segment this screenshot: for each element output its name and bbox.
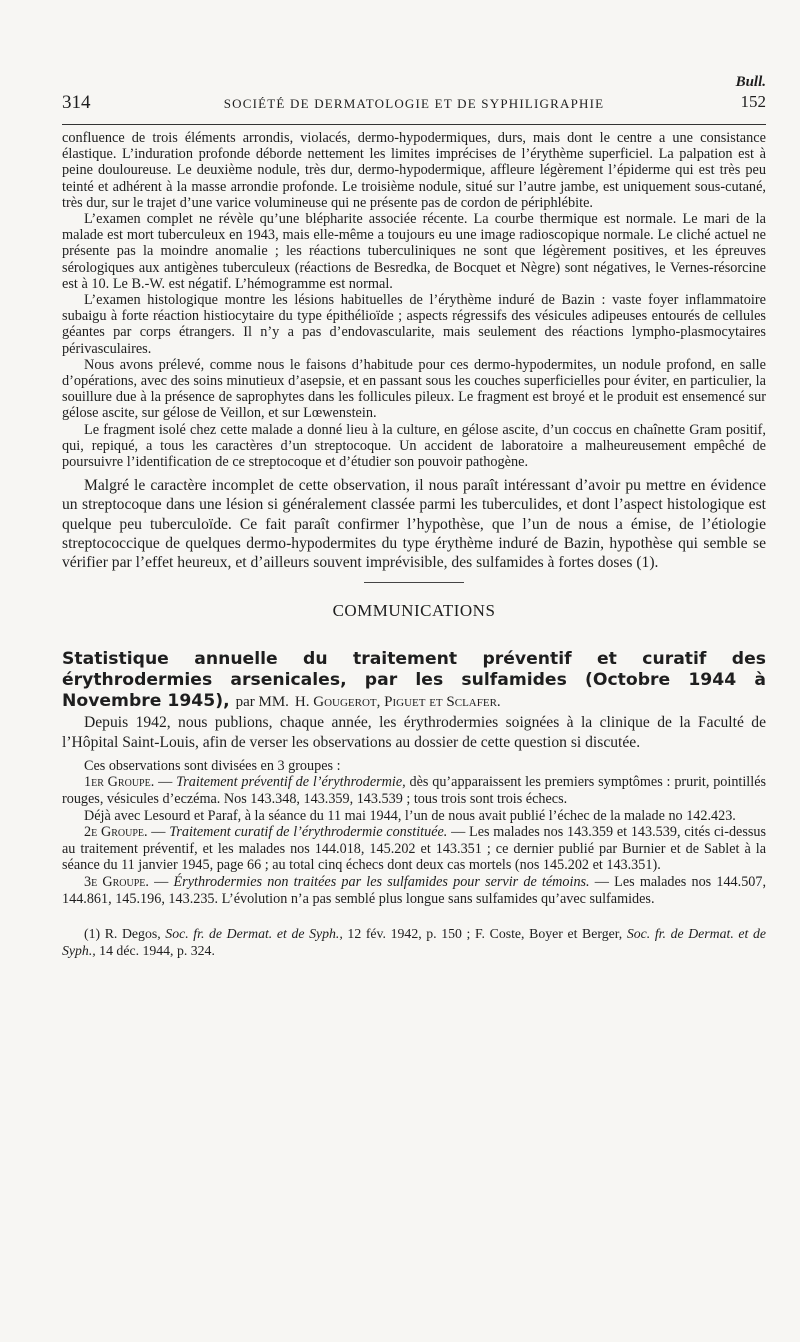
group-1-note: Déjà avec Lesourd et Paraf, à la séance du 11 mai 1944, l’un de nous avait publié l’échec de la malade no 142.423. (84, 807, 736, 824)
article-authors: H. Gougerot, Piguet et Sclafer. (294, 694, 501, 711)
continuation-paragraph: L’examen histologique montre les lésions habituelles de l’érythème induré de Bazin : vaste foyer inflammatoire subaigu à forte réaction histiocytaire du type épithélioïde ; aspects régressifs des vésicules adipeuses entourés de cellules géantes par corps étrangers. Il n’y a pas d’endovascularite, mais seulement des réactions lympho-plasmocytaires périvasculaires. (62, 292, 766, 357)
group-2-label: 2e Groupe. (84, 824, 148, 841)
article-by: par MM. (235, 694, 289, 711)
continuation-paragraph: confluence de trois éléments arrondis, violacés, dermo-hypodermiques, durs, mais dont le centre a une consistance élastique. L’induration profonde déborde nettement les limites imprécises de l’érythème superficiel. La palpation est à peine douloureuse. Le deuxième nodule, très dur, dermo-hypodermique, affleure légèrement l’épiderme qui est très peu teinté et adhérent à la masse arrondie profonde. Le troisième nodule, situé sur l’autre jambe, est uniquement sous-cutané, très dur, sur le trajet d’une varice volumineuse qui ne présente pas de cordon de périphlébite. (62, 130, 766, 211)
footnote-ref: (1) R. Degos, (84, 926, 161, 942)
group-3-title: Érythrodermies non traitées par les sulfamides pour servir de témoins. (173, 874, 590, 891)
section-separator (364, 582, 464, 583)
footnote (62, 925, 766, 959)
running-header (62, 92, 766, 118)
header-rule (62, 124, 766, 125)
group-1: 1er Groupe. — Traitement préventif de l’érythrodermie, dès qu’apparaissent les premiers symptômes : prurit, pointillés rouges, vésicules d’eczéma. Nos 143.348, 143.359, 143.539 ; tous trois sont trois échecs. (62, 774, 767, 808)
article-title (62, 649, 766, 713)
footnote-text: 14 déc. 1944, p. 324. (99, 943, 215, 959)
page-body (62, 130, 766, 959)
group-3-text: Les malades nos 144.507, 144.861, 145.196, 143.235. L’évolution n’a pas semblé plus longue sans sulfamides qu’avec sulfamides. (62, 874, 767, 907)
continuation-paragraph: Le fragment isolé chez cette malade a donné lieu à la culture, en gélose ascite, d’un coccus en chaînette Gram positif, qui, repiqué, a tous les caractères d’un streptocoque. Un accident de laboratoire a malheureusement empêché de poursuivre l’identification de ce streptocoque et d’étudier son pouvoir pathogène. (62, 421, 766, 471)
page-number: 314 (62, 92, 91, 113)
continuation-paragraph: L’examen complet ne révèle qu’une blépharite associée récente. La courbe thermique est normale. Le mari de la malade est mort tuberculeux en 1943, mais elle-même a toujours eu une image radioscopique normale. Le cliché actuel ne présente pas la moindre anomalie ; les réactions tuberculiniques ne sont que légèrement positives, et les épreuves sérologiques aux antigènes tuberculeux (réactions de Besredka, de Bocquet et Nègre) sont négatives, le Vernes-résorcine est à 10. Le B.-W. est négatif. L’hémogramme est normal. (62, 211, 766, 292)
group-2-title: Traitement curatif de l’érythrodermie constituée. (169, 824, 448, 841)
group-3: 3e Groupe. — Érythrodermies non traitées par les sulfamides pour servir de témoins. — Les malades nos 144.507, 144.861, 145.196, 143.235. L’évolution n’a pas semblé plus longue sans sulfamides qu’avec sulfamides. (62, 874, 767, 907)
continuation-paragraph: Nous avons prélevé, comme nous le faisons d’habitude pour ces dermo-hypodermites, un nodule profond, en salle d’opérations, avec des soins minutieux d’asepsie, et en passant sous les couches superficielles pour éviter, en particulier, la souillure due à la présence de saprophytes dans les follicules pileux. Le fragment est broyé et le produit est ensemencé sur gélose ascite, sur gélose de Veillon, et sur Lœwenstein. (62, 356, 766, 422)
footnote-journal: Soc. fr. de Dermat. et de Syph., (165, 926, 343, 942)
group-1-text: dès qu’apparaissent les premiers symptômes : prurit, pointillés rouges, vésicules d’eczéma. Nos 143.348, 143.359, 143.539 ; tous trois sont trois échecs. (62, 774, 767, 808)
footnote-text: 12 fév. 1942, p. 150 ; F. Coste, Boyer et Berger, (347, 926, 623, 942)
article-title-text: Statistique annuelle du traitement préventif et curatif des érythrodermies arsenicales, par les sulfamides (Octobre 1944 à Novembre 1945), (62, 649, 766, 712)
footnote-journal: Soc. fr. de Dermat. et de Syph., (62, 926, 767, 959)
conclusion-paragraph: Malgré le caractère incomplet de cette observation, il nous paraît intéressant d’avoir pu mettre en évidence un streptocoque dans une lésion si généralement classée parmi les tuberculides, et dont l’aspect histologique est quelque peu tuberculoïde. Ce fait paraît confirmer l’hypothèse, que l’un de nous a émise, de l’étiologie streptococcique de quelques dermo-hypodermites du type érythème induré de Bazin, hypothèse qui semble se vérifier par l’effet heureux, et d’ailleurs souvent imprévisible, des sulfamides à fortes doses (1). (62, 477, 766, 572)
section-heading: COMMUNICATIONS (332, 601, 496, 621)
group-1-title: Traitement préventif de l’érythrodermie, (176, 774, 406, 791)
running-title: SOCIÉTÉ DE DERMATOLOGIE ET DE SYPHILIGRAPHIE (223, 96, 605, 111)
group-1-label: 1er Groupe. (84, 774, 155, 791)
article-intro: Depuis 1942, nous publions, chaque année, les érythrodermies soignées à la clinique de la Faculté de l’Hôpital Saint-Louis, afin de verser les observations au dossier de cette question si discutée. (62, 714, 766, 751)
group-2: 2e Groupe. — Traitement curatif de l’érythrodermie constituée. — Les malades nos 143.359 et 143.539, cités ci-dessus au traitement préventif, et les malades nos 144.018, 145.202 et 143.351 ; ce dernier publié par Burnier et de Sablet à la séance du 11 janvier 1945, page 66 ; au total cinq échecs dont deux cas mortels (nos 145.202 et 143.351). (62, 824, 767, 874)
volume-number: 152 (740, 92, 766, 111)
groups-intro: Ces observations sont divisées en 3 groupes : (84, 757, 341, 774)
group-3-label: 3e Groupe. (84, 874, 149, 891)
group-2-text: Les malades nos 143.359 et 143.539, cités ci-dessus au traitement préventif, et les malades nos 144.018, 145.202 et 143.351 ; ce dernier publié par Burnier et de Sablet à la séance du 11 janvier 1945, page 66 ; au total cinq échecs dont deux cas mortels (nos 145.202 et 143.351). (62, 824, 767, 874)
bulletin-mark: Bull. (735, 74, 766, 90)
